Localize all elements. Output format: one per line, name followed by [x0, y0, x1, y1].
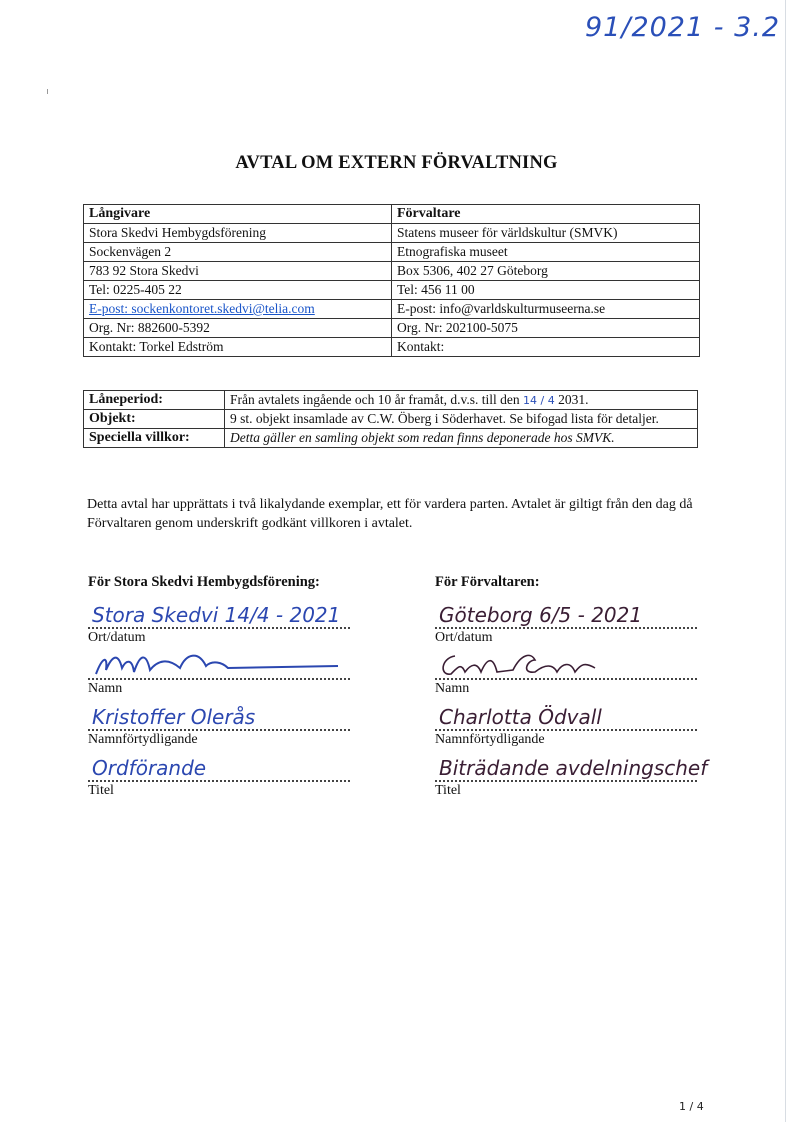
manager-name: Statens museer för världskultur (SMVK)	[392, 224, 700, 243]
loan-period-value	[225, 391, 698, 410]
table-row	[84, 391, 698, 410]
dotted-line	[88, 627, 350, 629]
dotted-line	[435, 627, 697, 629]
place-date-label: Ort/datum	[435, 630, 493, 645]
table-row	[84, 429, 698, 448]
lender-email-cell	[84, 300, 392, 319]
object-label: Objekt:	[84, 410, 225, 429]
loan-period-handwritten-date: 14 / 4	[523, 394, 555, 407]
lender-phone: Tel: 0225-405 22	[84, 281, 392, 300]
manager-postal: Box 5306, 402 27 Göteborg	[392, 262, 700, 281]
lender-header: Långivare	[84, 205, 392, 224]
place-date-label: Ort/datum	[88, 630, 146, 645]
lender-signature-field	[88, 652, 378, 703]
manager-place-date-field	[435, 601, 725, 652]
table-row	[84, 300, 700, 319]
parties-table	[83, 204, 700, 357]
table-row	[84, 224, 700, 243]
loan-period-text: Från avtalets ingående och 10 år framåt, d.v.s. till den	[230, 392, 520, 407]
manager-signature-field	[435, 652, 725, 703]
table-row	[84, 281, 700, 300]
dotted-line	[88, 678, 350, 680]
lender-contact: Kontakt: Torkel Edström	[84, 338, 392, 357]
lender-name: Stora Skedvi Hembygdsförening	[84, 224, 392, 243]
lender-name-clarification-handwritten: Kristoffer Olerås	[92, 705, 256, 729]
lender-place-date-handwritten: Stora Skedvi 14/4 - 2021	[92, 603, 341, 627]
table-row	[84, 338, 700, 357]
manager-signature-block	[435, 574, 725, 805]
dotted-line	[435, 780, 697, 782]
loan-period-label: Låneperiod:	[84, 391, 225, 410]
dotted-line	[435, 678, 697, 680]
lender-address: Sockenvägen 2	[84, 243, 392, 262]
manager-place-date-handwritten: Göteborg 6/5 - 2021	[439, 603, 643, 627]
manager-org-nr: Org. Nr: 202100-5075	[392, 319, 700, 338]
lender-signature-block	[88, 574, 378, 805]
manager-signature-heading: För Förvaltaren:	[435, 574, 540, 590]
page-number: 1 / 4	[679, 1100, 704, 1113]
lender-title-field	[88, 754, 378, 805]
manager-phone: Tel: 456 11 00	[392, 281, 700, 300]
manager-title-field	[435, 754, 725, 805]
table-row	[84, 410, 698, 429]
dotted-line	[435, 729, 697, 731]
lender-org-nr: Org. Nr: 882600-5392	[84, 319, 392, 338]
name-label: Namn	[435, 681, 470, 696]
manager-title-handwritten: Biträdande avdelningschef	[439, 756, 708, 780]
table-row	[84, 205, 700, 224]
lender-clarification-field	[88, 703, 378, 754]
lender-postal: 783 92 Stora Skedvi	[84, 262, 392, 281]
handwritten-reference-number: 91/2021 - 3.2	[585, 12, 781, 43]
title-label: Titel	[88, 783, 114, 798]
agreement-paragraph: Detta avtal har upprättats i två likalydande exemplar, ett för vardera parten. Avtalet är giltigt från den dag då Förvaltaren genom underskrift godkänt villkoren i avtalet.	[87, 497, 693, 531]
lender-email-link[interactable]: E-post: sockenkontoret.skedvi@telia.com	[89, 301, 315, 316]
object-value: 9 st. objekt insamlade av C.W. Öberg i Söderhavet. Se bifogad lista för detaljer.	[225, 410, 698, 429]
clarification-label: Namnförtydligande	[435, 732, 545, 747]
table-row	[84, 319, 700, 338]
dotted-line	[88, 780, 350, 782]
manager-signature-scribble	[435, 648, 705, 680]
table-row	[84, 243, 700, 262]
special-conditions-label: Speciella villkor:	[84, 429, 225, 448]
dotted-line	[88, 729, 350, 731]
manager-header: Förvaltare	[392, 205, 700, 224]
manager-clarification-field	[435, 703, 725, 754]
special-conditions-value: Detta gäller en samling objekt som redan finns deponerade hos SMVK.	[225, 429, 698, 448]
loan-terms-table	[83, 390, 698, 448]
clarification-label: Namnförtydligande	[88, 732, 198, 747]
manager-name-clarification-handwritten: Charlotta Ödvall	[439, 705, 602, 729]
manager-contact: Kontakt:	[392, 338, 700, 357]
manager-department: Etnografiska museet	[392, 243, 700, 262]
scan-mark	[47, 89, 48, 94]
lender-signature-heading: För Stora Skedvi Hembygdsförening:	[88, 574, 320, 590]
lender-place-date-field	[88, 601, 378, 652]
lender-title-handwritten: Ordförande	[92, 756, 207, 780]
document-title: AVTAL OM EXTERN FÖRVALTNING	[235, 153, 558, 173]
title-label: Titel	[435, 783, 461, 798]
manager-email: E-post: info@varldskulturmuseerna.se	[392, 300, 700, 319]
loan-period-year: 2031.	[558, 392, 589, 407]
name-label: Namn	[88, 681, 123, 696]
lender-signature-scribble	[88, 648, 358, 680]
table-row	[84, 262, 700, 281]
